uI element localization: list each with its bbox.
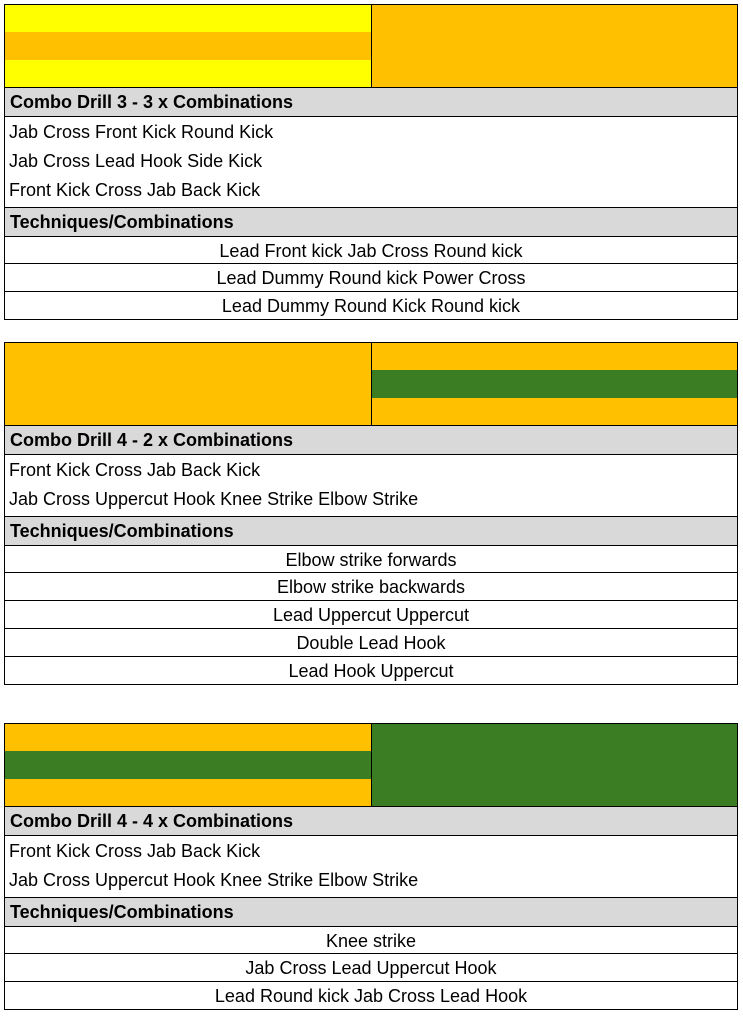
combination-item: Front Kick Cross Jab Back Kick: [9, 841, 261, 861]
stripe: [5, 32, 371, 59]
drill-card-1: [4, 4, 738, 320]
techniques-list: [4, 236, 738, 320]
stripe: [372, 343, 738, 370]
stripe: [5, 60, 371, 87]
drill-card-2: [4, 342, 738, 685]
stripe: [372, 5, 738, 87]
belt-colors: [4, 4, 738, 88]
combination-item: Front Kick Cross Jab Back Kick: [9, 460, 261, 480]
belt-right: [371, 343, 738, 425]
technique-item: Double Lead Hook: [5, 629, 737, 657]
combination-item: Jab Cross Uppercut Hook Knee Strike Elbow Strike: [9, 870, 419, 890]
belt-colors: [4, 723, 738, 807]
technique-item: Lead Front kick Jab Cross Round kick: [5, 236, 737, 264]
combinations-list: [4, 116, 738, 208]
stripe: [5, 724, 371, 751]
drill-card-3: [4, 723, 738, 1010]
belt-left: [5, 5, 371, 87]
stripe: [372, 398, 738, 425]
techniques-heading: Techniques/Combinations: [4, 208, 738, 236]
drill-title: Combo Drill 4 - 4 x Combinations: [4, 807, 738, 835]
belt-colors: [4, 342, 738, 426]
technique-item: Knee strike: [5, 926, 737, 954]
combination-item: Jab Cross Front Kick Round Kick: [9, 122, 274, 142]
combinations-list: [4, 835, 738, 898]
technique-item: Jab Cross Lead Uppercut Hook: [5, 954, 737, 982]
techniques-list: [4, 545, 738, 685]
belt-right: [371, 724, 738, 806]
stripe: [5, 751, 371, 778]
belt-left: [5, 724, 371, 806]
techniques-heading: Techniques/Combinations: [4, 517, 738, 545]
technique-item: Lead Dummy Round kick Power Cross: [5, 264, 737, 292]
techniques-heading: Techniques/Combinations: [4, 898, 738, 926]
combination-item: Front Kick Cross Jab Back Kick: [9, 180, 261, 200]
technique-item: Elbow strike backwards: [5, 573, 737, 601]
combinations-list: [4, 454, 738, 517]
drill-title: Combo Drill 3 - 3 x Combinations: [4, 88, 738, 116]
techniques-list: [4, 926, 738, 1010]
combination-item: Jab Cross Uppercut Hook Knee Strike Elbow Strike: [9, 489, 419, 509]
technique-item: Lead Hook Uppercut: [5, 657, 737, 685]
belt-left: [5, 343, 371, 425]
combination-item: Jab Cross Lead Hook Side Kick: [9, 151, 263, 171]
stripe: [5, 343, 371, 425]
belt-right: [371, 5, 738, 87]
stripe: [372, 724, 738, 806]
stripe: [5, 5, 371, 32]
technique-item: Lead Round kick Jab Cross Lead Hook: [5, 982, 737, 1010]
stripe: [372, 370, 738, 397]
technique-item: Elbow strike forwards: [5, 545, 737, 573]
drill-title: Combo Drill 4 - 2 x Combinations: [4, 426, 738, 454]
technique-item: Lead Dummy Round Kick Round kick: [5, 292, 737, 320]
technique-item: Lead Uppercut Uppercut: [5, 601, 737, 629]
stripe: [5, 779, 371, 806]
